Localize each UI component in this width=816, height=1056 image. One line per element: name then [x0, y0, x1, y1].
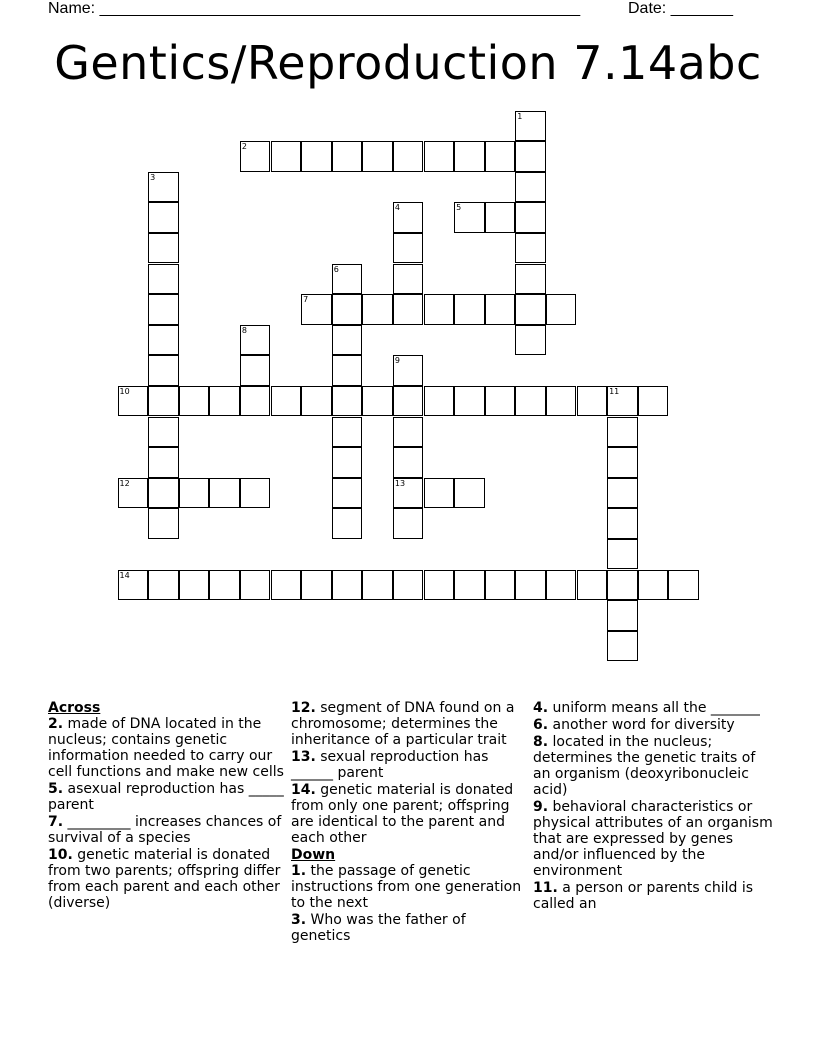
grid-cell[interactable] — [148, 172, 179, 203]
grid-cell[interactable] — [332, 570, 363, 601]
grid-cell[interactable] — [607, 508, 638, 539]
grid-cell[interactable] — [485, 141, 516, 172]
grid-cell[interactable] — [209, 478, 240, 509]
grid-cell[interactable] — [454, 202, 485, 233]
clue-number: 5 — [456, 203, 462, 213]
grid-cell[interactable] — [668, 570, 699, 601]
clue-number: 2 — [241, 142, 247, 152]
clue-across-10: 10. genetic material is donated from two parents; offspring differ from each parent and each other (diverse) — [48, 847, 281, 911]
grid-cell[interactable] — [148, 508, 179, 539]
grid-cell[interactable] — [485, 386, 516, 417]
grid-cell[interactable] — [332, 141, 363, 172]
grid-cell[interactable] — [393, 447, 424, 478]
grid-cell[interactable] — [393, 417, 424, 448]
grid-cell[interactable] — [179, 570, 210, 601]
grid-cell[interactable] — [118, 386, 149, 417]
grid-cell[interactable] — [393, 233, 424, 264]
grid-cell[interactable] — [393, 386, 424, 417]
clue-number: 12 — [119, 478, 130, 488]
grid-cell[interactable] — [209, 570, 240, 601]
grid-cell[interactable] — [118, 570, 149, 601]
grid-cell[interactable] — [515, 172, 546, 203]
grid-cell[interactable] — [148, 355, 179, 386]
grid-cell[interactable] — [546, 570, 577, 601]
clue-across-7: 7. _________ increases chances of survival of a species — [48, 814, 282, 846]
clue-number: 6 — [333, 264, 339, 274]
grid-cell[interactable] — [393, 478, 424, 509]
grid-cell[interactable] — [515, 111, 546, 142]
grid-cell[interactable] — [454, 478, 485, 509]
grid-cell[interactable] — [393, 508, 424, 539]
clue-number: 3 — [150, 172, 156, 182]
grid-cell[interactable] — [515, 233, 546, 264]
grid-cell[interactable] — [148, 233, 179, 264]
grid-cell[interactable] — [454, 386, 485, 417]
page-title: Gentics/Reproduction 7.14abc — [54, 36, 762, 90]
grid-cell[interactable] — [240, 478, 271, 509]
clue-column-2 — [291, 700, 529, 945]
grid-cell[interactable] — [485, 294, 516, 325]
grid-cell[interactable] — [607, 539, 638, 570]
clue-across-12: 12. segment of DNA found on a chromosome; determines the inheritance of a particular trait — [291, 700, 515, 748]
clue-across-13: 13. sexual reproduction has ______ parent — [291, 749, 489, 781]
grid-cell[interactable] — [607, 631, 638, 662]
grid-cell[interactable] — [240, 355, 271, 386]
grid-cell[interactable] — [393, 294, 424, 325]
grid-cell[interactable] — [546, 294, 577, 325]
grid-cell[interactable] — [638, 386, 669, 417]
grid-cell[interactable] — [148, 447, 179, 478]
grid-cell[interactable] — [454, 570, 485, 601]
clue-number: 13 — [394, 478, 406, 488]
grid-cell[interactable] — [577, 570, 608, 601]
clue-down-8: 8. located in the nucleus; determines the genetic traits of an organism (deoxyribonucleic acid) — [533, 734, 756, 798]
grid-cell[interactable] — [240, 325, 271, 356]
grid-cell[interactable] — [332, 264, 363, 295]
grid-cell[interactable] — [148, 325, 179, 356]
grid-cell[interactable] — [332, 417, 363, 448]
clue-number: 14 — [119, 570, 130, 580]
date-field[interactable]: Date: _______ — [628, 0, 733, 17]
clue-down-1: 1. the passage of genetic instructions from one generation to the next — [291, 863, 522, 911]
clue-column-1 — [48, 700, 286, 912]
grid-cell[interactable] — [148, 570, 179, 601]
grid-cell[interactable] — [424, 570, 455, 601]
grid-cell[interactable] — [362, 570, 393, 601]
grid-cell[interactable] — [515, 141, 546, 172]
grid-cell[interactable] — [424, 141, 455, 172]
grid-cell[interactable] — [515, 294, 546, 325]
grid-cell[interactable] — [148, 264, 179, 295]
grid-cell[interactable] — [485, 570, 516, 601]
grid-cell[interactable] — [362, 386, 393, 417]
clue-down-4: 4. uniform means all the _______ — [533, 700, 760, 716]
grid-cell[interactable] — [607, 478, 638, 509]
clue-across-14: 14. genetic material is donated from only one parent; offspring are identical to the parent and each other — [291, 782, 514, 846]
grid-cell[interactable] — [393, 141, 424, 172]
grid-cell[interactable] — [118, 478, 149, 509]
grid-cell[interactable] — [301, 570, 332, 601]
clue-number: 8 — [241, 325, 247, 335]
clue-down-11: 11. a person or parents child is called an — [533, 880, 754, 912]
clue-across-5: 5. asexual reproduction has _____ parent — [48, 781, 284, 813]
grid-cell[interactable] — [454, 141, 485, 172]
grid-cell[interactable] — [209, 386, 240, 417]
grid-cell[interactable] — [515, 386, 546, 417]
clue-across-2: 2. made of DNA located in the nucleus; contains genetic information needed to carry our cell functions and make new cells — [48, 716, 284, 780]
clue-down-9: 9. behavioral characteristics or physical attributes of an organism that are expressed by genes and/or influenced by the environment — [533, 799, 773, 879]
grid-cell[interactable] — [240, 386, 271, 417]
grid-cell[interactable] — [332, 294, 363, 325]
clue-column-3 — [533, 700, 773, 913]
grid-cell[interactable] — [607, 386, 638, 417]
grid-cell[interactable] — [393, 264, 424, 295]
grid-cell[interactable] — [607, 600, 638, 631]
grid-cell[interactable] — [148, 386, 179, 417]
down-heading: Down — [291, 847, 336, 863]
grid-cell[interactable] — [301, 386, 332, 417]
grid-cell[interactable] — [271, 141, 302, 172]
grid-cell[interactable] — [240, 141, 271, 172]
clue-number: 10 — [119, 386, 130, 396]
grid-cell[interactable] — [332, 447, 363, 478]
grid-cell[interactable] — [179, 478, 210, 509]
grid-cell[interactable] — [638, 570, 669, 601]
grid-cell[interactable] — [515, 202, 546, 233]
grid-cell[interactable] — [240, 570, 271, 601]
grid-cell[interactable] — [362, 294, 393, 325]
grid-cell[interactable] — [424, 294, 455, 325]
grid-cell[interactable] — [485, 202, 516, 233]
grid-cell[interactable] — [148, 202, 179, 233]
grid-cell[interactable] — [393, 202, 424, 233]
grid-cell[interactable] — [546, 386, 577, 417]
grid-cell[interactable] — [577, 386, 608, 417]
across-heading: Across — [48, 700, 101, 716]
grid-cell[interactable] — [271, 570, 302, 601]
grid-cell[interactable] — [393, 570, 424, 601]
grid-cell[interactable] — [148, 478, 179, 509]
grid-cell[interactable] — [301, 141, 332, 172]
grid-cell[interactable] — [332, 325, 363, 356]
name-field[interactable]: Name: ______________________________________________________ — [48, 0, 581, 17]
grid-cell[interactable] — [332, 508, 363, 539]
grid-cell[interactable] — [148, 294, 179, 325]
grid-cell[interactable] — [332, 478, 363, 509]
grid-cell[interactable] — [515, 264, 546, 295]
clue-number: 7 — [303, 295, 309, 305]
grid-cell[interactable] — [424, 478, 455, 509]
grid-cell[interactable] — [393, 355, 424, 386]
clue-number: 1 — [517, 111, 523, 121]
clue-down-3: 3. Who was the father of genetics — [291, 912, 466, 944]
clue-number: 4 — [394, 203, 400, 213]
grid-cell[interactable] — [332, 386, 363, 417]
grid-cell[interactable] — [607, 447, 638, 478]
clue-number: 11 — [609, 386, 620, 396]
grid-cell[interactable] — [515, 325, 546, 356]
grid-cell[interactable] — [148, 417, 179, 448]
grid-cell[interactable] — [301, 294, 332, 325]
grid-cell[interactable] — [362, 141, 393, 172]
clue-down-6: 6. another word for diversity — [533, 717, 735, 733]
grid-cell[interactable] — [607, 417, 638, 448]
grid-cell[interactable] — [179, 386, 210, 417]
grid-cell[interactable] — [607, 570, 638, 601]
grid-cell[interactable] — [271, 386, 302, 417]
grid-cell[interactable] — [515, 570, 546, 601]
grid-cell[interactable] — [332, 355, 363, 386]
grid-cell[interactable] — [424, 386, 455, 417]
clue-number: 9 — [394, 356, 400, 366]
grid-cell[interactable] — [454, 294, 485, 325]
